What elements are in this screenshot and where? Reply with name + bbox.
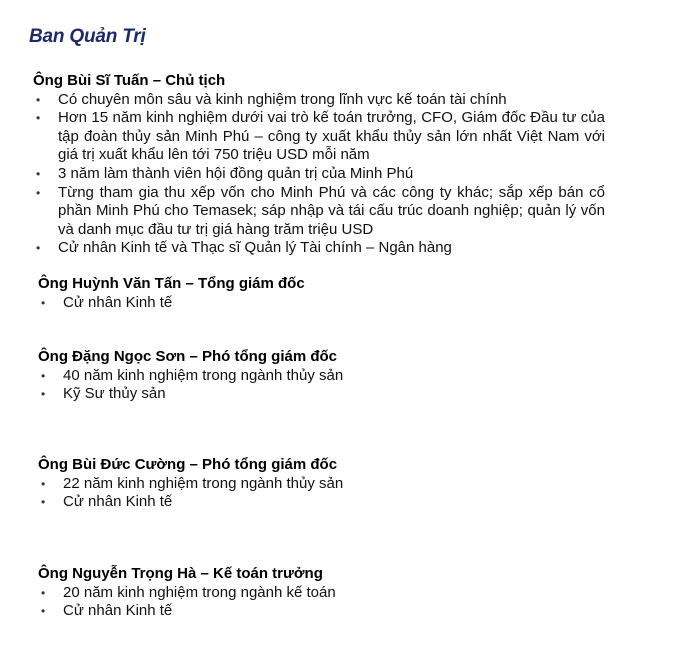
bullet-icon: • [41,495,46,510]
bullet-list [38,475,598,512]
bullet-icon: • [41,604,46,619]
board-member-section [38,348,598,404]
list-item [33,91,605,110]
list-item [33,109,605,165]
list-item [38,367,598,386]
list-item [33,184,605,240]
list-item [33,239,605,258]
member-heading: Ông Huỳnh Văn Tấn – Tổng giám đốc [38,275,305,292]
bullet-icon: • [41,476,46,491]
bullet-text: Cử nhân Kinh tế [63,602,173,620]
bullet-text: 40 năm kinh nghiệm trong ngành thủy sản [63,366,344,384]
member-heading: Ông Bùi Đức Cường – Phó tổng giám đốc [38,456,338,473]
bullet-icon: • [41,295,46,310]
bullet-icon: • [41,585,46,600]
bullet-icon: • [36,185,41,200]
bullet-icon: • [36,92,41,107]
bullet-icon: • [41,387,46,402]
member-heading: Ông Đặng Ngọc Sơn – Phó tổng giám đốc [38,348,337,365]
bullet-text: Cử nhân Kinh tế [63,493,173,511]
bullet-text: 22 năm kinh nghiệm trong ngành thủy sản [63,474,344,492]
board-member-section [38,275,598,312]
bullet-list [38,367,598,404]
list-item [38,294,598,313]
member-heading: Ông Nguyễn Trọng Hà – Kế toán trưởng [38,565,323,582]
bullet-list [33,91,605,258]
bullet-icon: • [36,241,41,256]
list-item [38,385,598,404]
bullet-text: Từng tham gia thu xếp vốn cho Minh Phú và các công ty khác; sắp xếp bán cổ phần Minh Phú cho Temasek; sáp nhập và tái cấu trúc doanh nghiệp; quản lý vốn và danh mục đầu tư trị giá hàng trăm triệu USD [58,183,605,238]
list-item [38,584,598,603]
bullet-icon: • [36,111,41,126]
bullet-text: Cử nhân Kinh tế [63,293,173,311]
bullet-list [38,584,598,621]
bullet-list [38,294,598,313]
bullet-text: Có chuyên môn sâu và kinh nghiệm trong lĩnh vực kế toán tài chính [58,90,507,108]
page-title: Ban Quản Trị [29,26,146,47]
bullet-text: Kỹ Sư thủy sản [63,385,166,403]
bullet-icon: • [41,368,46,383]
member-heading: Ông Bùi Sĩ Tuấn – Chủ tịch [33,72,226,89]
bullet-text: Cử nhân Kinh tế và Thạc sĩ Quản lý Tài chính – Ngân hàng [58,239,452,257]
list-item [33,165,605,184]
bullet-text: 20 năm kinh nghiệm trong ngành kế toán [63,583,336,601]
board-member-section [38,456,598,512]
list-item [38,475,598,494]
bullet-icon: • [36,166,41,181]
bullet-text: Hơn 15 năm kinh nghiệm dưới vai trò kế toán trưởng, CFO, Giám đốc Đầu tư của tập đoàn thủy sản Minh Phú – công ty xuất khẩu thủy sản lớn nhất Việt Nam với giá trị xuất khẩu lên tới 750 triệu USD mỗi năm [58,109,605,164]
list-item [38,493,598,512]
bullet-text: 3 năm làm thành viên hội đồng quản trị của Minh Phú [58,164,414,182]
board-member-section [33,72,605,258]
board-member-section [38,565,598,621]
list-item [38,602,598,621]
